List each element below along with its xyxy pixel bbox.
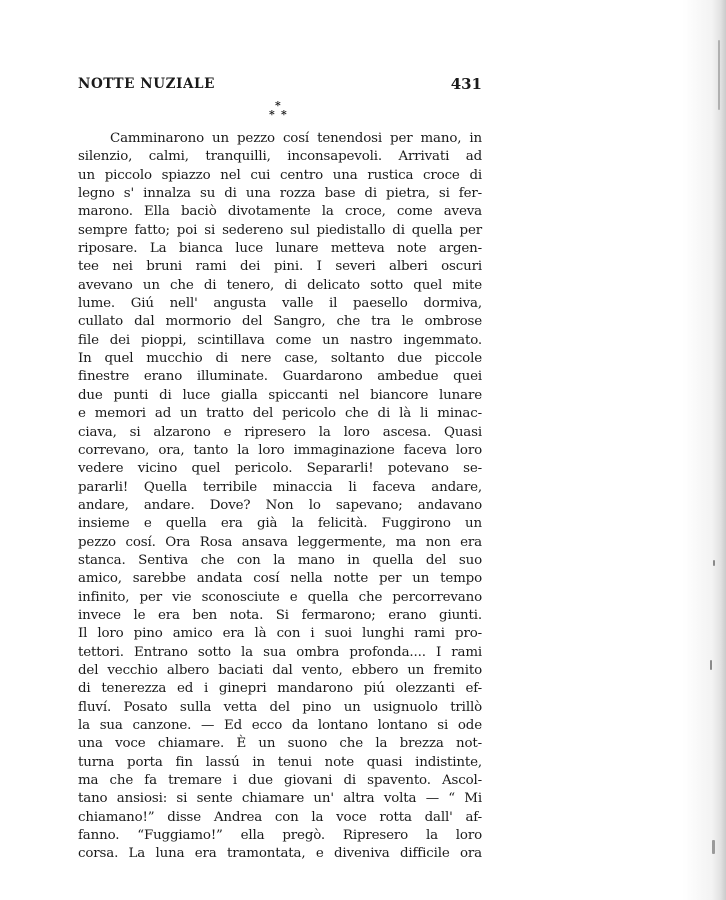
text-line: chiamano!” disse Andrea con la voce rotta dall' af-: [78, 809, 482, 825]
section-break-asterism: [264, 100, 294, 124]
text-line: turna porta fin lassú in tenui note quasi indistinte,: [78, 754, 482, 770]
text-line: andare, andare. Dove? Non lo sapevano; andavano: [78, 497, 482, 513]
text-line: amico, sarebbe andata cosí nella notte per un tempo: [78, 571, 482, 587]
text-line: corsa. La luna era tramontata, e diveniva difficile ora: [78, 846, 482, 862]
text-line: due punti di luce gialla spiccanti nel biancore lunare: [78, 387, 482, 403]
text-line: stanca. Sentiva che con la mano in quella del suo: [78, 552, 482, 568]
text-line: un piccolo spiazzo nel cui centro una rustica croce di: [78, 167, 482, 183]
text-line: pararli! Quella terribile minaccia li faceva andare,: [78, 479, 482, 495]
text-line: insieme e quella era già la felicità. Fuggirono un: [78, 516, 482, 532]
asterisk: *: [275, 99, 281, 112]
text-line: invece le era ben nota. Si fermarono; erano giunti.: [78, 607, 482, 623]
text-line: In quel mucchio di nere case, soltanto due piccole: [78, 351, 482, 367]
text-line: lume. Giú nell' angusta valle il paesello dormiva,: [78, 296, 482, 312]
text-line: finestre erano illuminate. Guardarono ambedue quei: [78, 369, 482, 385]
scan-mark: [713, 560, 715, 566]
text-line: tee nei bruni rami dei pini. I severi alberi oscuri: [78, 259, 482, 275]
text-line: file dei pioppi, scintillava come un nastro ingemmato.: [78, 332, 482, 348]
text-line: la sua canzone. — Ed ecco da lontano lontano si ode: [78, 718, 482, 733]
text-line: di tenerezza ed i ginepri mandarono piú olezzanti ef-: [78, 681, 482, 697]
text-line: correvano, ora, tanto la loro immaginazione faceva loro: [78, 442, 482, 458]
text-line: avevano un che di tenero, di delicato sotto quel mite: [78, 277, 482, 293]
text-line: cullato dal mormorio del Sangro, che tra le ombrose: [78, 314, 482, 330]
text-line: fluví. Posato sulla vetta del pino un usignuolo trillò: [78, 699, 482, 715]
scan-mark: [710, 660, 712, 670]
text-line: silenzio, calmi, tranquilli, inconsapevoli. Arrivati ad: [78, 149, 482, 165]
text-line: una voce chiamare. È un suono che la brezza not-: [78, 736, 482, 752]
asterisk: *: [269, 108, 275, 121]
asterisk: *: [281, 108, 287, 121]
text-line: legno s' innalza su di una rozza base di pietra, si fer-: [78, 186, 482, 202]
page-edge-shadow: [712, 0, 726, 900]
text-line: ma che fa tremare i due giovani di spavento. Ascol-: [78, 773, 482, 789]
text-line: tettori. Entrano sotto la sua ombra profonda.... I rami: [78, 644, 482, 660]
text-line: vedere vicino quel pericolo. Separarli! potevano se-: [78, 461, 482, 477]
text-line: Il loro pino amico era là con i suoi lunghi rami pro-: [78, 626, 482, 642]
scan-mark: [712, 840, 715, 854]
text-line: pezzo cosí. Ora Rosa ansava leggermente, ma non era: [78, 534, 482, 550]
body-text: [78, 130, 482, 864]
scan-mark: [718, 40, 720, 110]
text-line: fanno. “Fuggiamo!” ella pregò. Ripresero la loro: [78, 828, 482, 844]
text-line: ciava, si alzarono e ripresero la loro ascesa. Quasi: [78, 424, 482, 440]
text-line: del vecchio albero baciati dal vento, ebbero un fremito: [78, 662, 482, 678]
text-line: riposare. La bianca luce lunare metteva note argen-: [78, 241, 482, 257]
text-line: sempre fatto; poi si sedereno sul piedistallo di quella per: [78, 222, 482, 238]
running-title: NOTTE NUZIALE: [78, 76, 216, 92]
page-header: [78, 76, 482, 96]
text-line: marono. Ella baciò divotamente la croce, come aveva: [78, 204, 482, 220]
text-line: tano ansiosi: si sente chiamare un' altra volta — “ Mi: [78, 791, 482, 807]
page-number: 431: [450, 75, 482, 93]
text-line: infinito, per vie sconosciute e quella che percorrevano: [78, 589, 482, 605]
text-line: e memori ad un tratto del pericolo che di là li minac-: [78, 406, 482, 422]
text-line: Camminarono un pezzo cosí tenendosi per mano, in: [110, 131, 482, 146]
